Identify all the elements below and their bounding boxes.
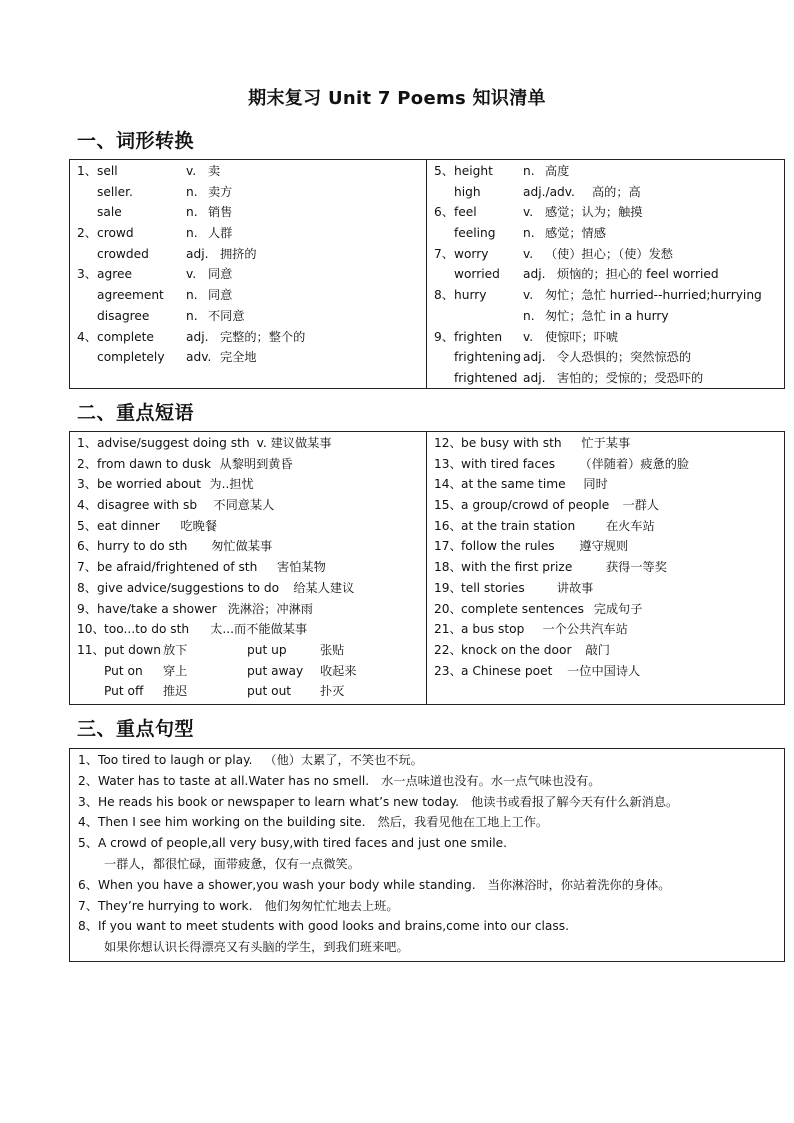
phrase-chinese: 一个公共汽车站 bbox=[542, 622, 628, 637]
part-of-speech: v. bbox=[186, 164, 197, 178]
word-form-row bbox=[70, 327, 426, 348]
sentence-line bbox=[70, 771, 784, 792]
phrase-english: at the same time bbox=[461, 477, 566, 492]
phrase-chinese: 洗淋浴；冲淋雨 bbox=[227, 601, 313, 616]
word: agreement bbox=[97, 288, 164, 303]
word: feeling bbox=[454, 226, 496, 241]
phrase-chinese: 穿上 bbox=[163, 663, 188, 678]
item-number: 14、 bbox=[434, 477, 462, 492]
sentence-text: 5、A crowd of people,all very busy,with tired faces and just one smile. bbox=[78, 836, 508, 851]
part-of-speech: n. bbox=[186, 226, 198, 241]
sentence-text: 4、Then I see him working on the building site. bbox=[78, 815, 366, 830]
meaning: 卖方 bbox=[208, 184, 233, 199]
meaning: （使）担心；（使）发愁 bbox=[545, 246, 673, 261]
phrase-row bbox=[427, 619, 784, 640]
sentence-line bbox=[70, 833, 784, 854]
meaning: 不同意 bbox=[208, 308, 245, 323]
phrase-chinese: 为..担忧 bbox=[209, 477, 254, 492]
phrase-chinese: 遵守规则 bbox=[579, 539, 629, 554]
phrase-english: be worried about bbox=[97, 477, 201, 492]
item-number: 20、 bbox=[434, 601, 462, 616]
meaning: 令人恐惧的；突然惊恐的 bbox=[557, 350, 692, 365]
word-form-row bbox=[427, 244, 784, 265]
item-number: 8、 bbox=[434, 288, 454, 303]
phrase-chinese: 给某人建议 bbox=[293, 580, 355, 595]
word: complete bbox=[97, 329, 154, 344]
meaning: 同意 bbox=[208, 267, 233, 282]
item-number: 18、 bbox=[434, 560, 462, 575]
phrase-english: tell stories bbox=[461, 580, 525, 595]
item-number: 6、 bbox=[77, 539, 97, 554]
phrase-english: have/take a shower bbox=[97, 601, 217, 616]
phrase-chinese: 同时 bbox=[583, 477, 608, 492]
phrase-row bbox=[427, 474, 784, 495]
key-phrases-left-column bbox=[70, 432, 427, 704]
meaning: 完整的；整个的 bbox=[220, 329, 306, 344]
sentence-line bbox=[70, 792, 784, 813]
phrase-english: give advice/suggestions to do bbox=[97, 580, 280, 595]
item-number: 8、 bbox=[77, 580, 97, 595]
item-number: 7、 bbox=[77, 560, 97, 575]
part-of-speech: n. bbox=[186, 205, 198, 220]
word-forms-right-column bbox=[427, 160, 784, 388]
part-of-speech: adj. bbox=[523, 350, 546, 365]
item-number: 1、 bbox=[77, 436, 97, 450]
phrase-english: too...to do sth bbox=[104, 622, 190, 637]
word-form-row bbox=[70, 285, 426, 306]
phrase-english: put down bbox=[104, 642, 161, 657]
word-form-row bbox=[427, 161, 784, 182]
phrase-english: be busy with sth bbox=[461, 436, 562, 450]
sentence-line bbox=[70, 896, 784, 917]
meaning: 卖 bbox=[208, 164, 221, 178]
phrase-chinese: 从黎明到黄昏 bbox=[219, 456, 293, 471]
phrase-chinese: 讲故事 bbox=[556, 580, 594, 595]
item-number: 2、 bbox=[77, 456, 97, 471]
word: agree bbox=[97, 267, 132, 282]
key-phrases-right-column bbox=[427, 432, 784, 704]
word: hurry bbox=[454, 288, 487, 303]
meaning: 害怕的；受惊的；受恐吓的 bbox=[557, 370, 704, 385]
part-of-speech: n. bbox=[186, 308, 198, 323]
word-form-row bbox=[70, 244, 426, 265]
phrase-row bbox=[427, 516, 784, 537]
word-form-row bbox=[427, 202, 784, 223]
item-number: 16、 bbox=[434, 518, 462, 533]
phrase-chinese: 推迟 bbox=[163, 684, 188, 699]
phrase-english: complete sentences bbox=[461, 601, 584, 616]
word: disagree bbox=[97, 308, 150, 323]
meaning: 感觉；情感 bbox=[545, 226, 606, 241]
sentence-translation: 他读书或看报了解今天有什么新消息。 bbox=[471, 794, 679, 809]
word: frightened bbox=[454, 370, 518, 385]
item-number: 22、 bbox=[434, 642, 462, 657]
phrase-row bbox=[427, 433, 784, 454]
phrase-english: follow the rules bbox=[461, 539, 555, 554]
word-form-row bbox=[70, 223, 426, 244]
item-number: 23、 bbox=[434, 663, 462, 678]
part-of-speech: v. bbox=[186, 267, 197, 282]
phrase-chinese: 忙于某事 bbox=[581, 436, 631, 450]
word: frightening bbox=[454, 350, 521, 365]
sentence-line bbox=[70, 854, 784, 875]
phrase-english: at the train station bbox=[461, 518, 576, 533]
sentence-translation: 水一点味道也没有。水一点气味也没有。 bbox=[381, 773, 601, 788]
phrase-row bbox=[70, 619, 426, 640]
part-of-speech: n. bbox=[523, 308, 535, 323]
phrase-chinese: 敲门 bbox=[585, 642, 610, 657]
word: high bbox=[454, 184, 481, 199]
phrase-chinese: 不同意某人 bbox=[213, 498, 275, 513]
phrase-row bbox=[70, 557, 426, 578]
part-of-speech: v. bbox=[523, 288, 534, 303]
word: crowded bbox=[97, 246, 149, 261]
meaning: 使惊吓；吓唬 bbox=[545, 329, 619, 344]
meaning: 匆忙；急忙 in a hurry bbox=[545, 308, 669, 323]
sentence-text: 1、Too tired to laugh or play. bbox=[78, 753, 253, 767]
phrase-english: from dawn to dusk bbox=[97, 456, 211, 471]
phrasal-verb-row bbox=[70, 681, 426, 702]
item-number: 19、 bbox=[434, 580, 462, 595]
item-number: 2、 bbox=[77, 226, 97, 241]
sentence-text: 6、When you have a shower,you wash your body while standing. bbox=[78, 877, 476, 892]
sentence-line bbox=[70, 875, 784, 896]
phrase-chinese: 一群人 bbox=[622, 498, 659, 513]
sentence-text: 8、If you want to meet students with good looks and brains,come into our class. bbox=[78, 919, 569, 934]
word-form-row bbox=[70, 182, 426, 203]
phrase-english: advise/suggest doing sth bbox=[97, 436, 250, 450]
word-form-row bbox=[70, 264, 426, 285]
meaning: 完全地 bbox=[220, 350, 257, 365]
sentence-text: 2、Water has to taste at all.Water has no smell. bbox=[78, 773, 370, 788]
phrase-row bbox=[427, 495, 784, 516]
phrase-row bbox=[427, 661, 784, 682]
part-of-speech: adj. bbox=[523, 370, 546, 385]
word: completely bbox=[97, 350, 165, 365]
item-number: 4、 bbox=[77, 498, 97, 513]
item-number: 3、 bbox=[77, 267, 97, 282]
word: feel bbox=[454, 205, 477, 220]
phrasal-verb-row bbox=[70, 661, 426, 682]
phrase-chinese: 获得一等奖 bbox=[606, 560, 667, 575]
item-number: 7、 bbox=[434, 246, 454, 261]
phrase-chinese: 害怕某物 bbox=[277, 560, 326, 575]
meaning: 匆忙；急忙 hurried--hurried;hurrying bbox=[545, 288, 762, 303]
word-form-row bbox=[70, 161, 426, 182]
phrase-english: a Chinese poet bbox=[461, 663, 553, 678]
page-title: 期末复习 Unit 7 Poems 知识清单 bbox=[248, 88, 546, 109]
phrase-english: knock on the door bbox=[461, 642, 572, 657]
word-form-row bbox=[427, 223, 784, 244]
sentence-text: 7、They’re hurrying to work. bbox=[78, 898, 253, 913]
phrase-row bbox=[70, 536, 426, 557]
item-number: 15、 bbox=[434, 498, 462, 513]
phrase-english: a bus stop bbox=[461, 622, 525, 637]
sentence-line bbox=[70, 916, 784, 937]
word: frighten bbox=[454, 329, 503, 344]
meaning: 销售 bbox=[208, 205, 233, 220]
word-form-row bbox=[70, 347, 426, 368]
phrase-chinese: 匆忙做某事 bbox=[211, 539, 273, 554]
phrase-row bbox=[70, 578, 426, 599]
phrase-english: hurry to do sth bbox=[97, 539, 188, 554]
phrase-chinese: 放下 bbox=[163, 642, 188, 657]
word: crowd bbox=[97, 226, 134, 241]
sentence-translation: 当你淋浴时，你站着洗你的身体。 bbox=[487, 877, 671, 892]
part-of-speech: n. bbox=[186, 184, 198, 199]
phrase-chinese: 吃晚餐 bbox=[180, 518, 218, 533]
section-heading-key-sentences: 三、重点句型 bbox=[77, 718, 195, 740]
word-form-row bbox=[70, 202, 426, 223]
phrase-row bbox=[70, 474, 426, 495]
sentence-line bbox=[70, 937, 784, 958]
section-heading-word-forms: 一、词形转换 bbox=[77, 130, 195, 152]
part-of-speech: v. bbox=[523, 205, 534, 220]
meaning: 感觉；认为；触摸 bbox=[545, 205, 643, 220]
item-number: 5、 bbox=[434, 164, 454, 178]
item-number: 4、 bbox=[77, 329, 97, 344]
sentence-translation: 然后，我看见他在工地上工作。 bbox=[377, 815, 549, 830]
word-form-row bbox=[427, 182, 784, 203]
word-form-row bbox=[427, 285, 784, 306]
part-of-speech: n. bbox=[523, 226, 535, 241]
part-of-speech: adv. bbox=[186, 350, 212, 365]
word-forms-left-column bbox=[70, 160, 427, 388]
phrase-english: put out bbox=[247, 684, 292, 699]
phrase-row bbox=[70, 599, 426, 620]
meaning: 人群 bbox=[208, 226, 233, 241]
word-form-row bbox=[70, 306, 426, 327]
item-number: 12、 bbox=[434, 436, 462, 450]
meaning: 高的；高 bbox=[592, 184, 641, 199]
phrase-chinese: （伴随着）疲惫的脸 bbox=[579, 456, 690, 471]
word: worried bbox=[454, 267, 500, 282]
phrase-english: put away bbox=[247, 663, 304, 678]
part-of-speech: v. bbox=[523, 246, 534, 261]
phrase-row bbox=[427, 599, 784, 620]
section-heading-key-phrases: 二、重点短语 bbox=[77, 402, 195, 424]
word: height bbox=[454, 164, 493, 178]
part-of-speech: n. bbox=[523, 164, 535, 178]
part-of-speech: adj./adv. bbox=[523, 184, 575, 199]
item-number: 9、 bbox=[434, 329, 454, 344]
word-form-row bbox=[427, 368, 784, 389]
sentence-text: 如果你想认识长得漂亮又有头脑的学生，到我们班来吧。 bbox=[104, 940, 409, 955]
word-form-row bbox=[427, 264, 784, 285]
item-number: 6、 bbox=[434, 205, 454, 220]
sentence-text: 3、He reads his book or newspaper to learn what’s new today. bbox=[78, 794, 460, 809]
word: sale bbox=[97, 205, 122, 220]
item-number: 9、 bbox=[77, 601, 97, 616]
meaning: 烦恼的；担心的 feel worried bbox=[557, 267, 719, 282]
phrase-row bbox=[70, 516, 426, 537]
word: sell bbox=[97, 164, 118, 178]
item-number: 5、 bbox=[77, 518, 97, 533]
phrase-row bbox=[427, 536, 784, 557]
part-of-speech: adj. bbox=[186, 246, 209, 261]
phrase-english: Put off bbox=[104, 684, 144, 699]
phrase-english: be afraid/frightened of sth bbox=[97, 560, 258, 575]
phrase-row bbox=[70, 454, 426, 475]
phrase-chinese: 一位中国诗人 bbox=[567, 663, 641, 678]
item-number: 13、 bbox=[434, 456, 462, 471]
phrase-english: Put on bbox=[104, 663, 143, 678]
word: worry bbox=[454, 246, 489, 261]
phrase-row bbox=[427, 640, 784, 661]
part-of-speech: v. bbox=[523, 329, 534, 344]
phrase-english: a group/crowd of people bbox=[461, 498, 610, 513]
meaning: 同意 bbox=[208, 288, 233, 303]
phrase-english: with the first prize bbox=[461, 560, 573, 575]
phrase-chinese: 完成句子 bbox=[593, 601, 643, 616]
phrase-english: with tired faces bbox=[461, 456, 556, 471]
phrasal-verb-row bbox=[70, 640, 426, 661]
word-forms-table bbox=[69, 159, 785, 389]
phrase-chinese: 张贴 bbox=[320, 642, 345, 657]
word-form-row bbox=[427, 306, 784, 327]
phrase-english: eat dinner bbox=[97, 518, 160, 533]
phrase-chinese: 在火车站 bbox=[606, 518, 655, 533]
item-number: 3、 bbox=[77, 477, 97, 492]
sentence-line bbox=[70, 750, 784, 771]
phrase-chinese: 太...而不能做某事 bbox=[210, 622, 308, 637]
phrase-row bbox=[70, 495, 426, 516]
phrase-english: put up bbox=[247, 642, 287, 657]
phrase-row bbox=[427, 557, 784, 578]
sentence-line bbox=[70, 812, 784, 833]
word-form-row bbox=[427, 347, 784, 368]
meaning: 拥挤的 bbox=[220, 246, 257, 261]
item-number: 11、 bbox=[77, 642, 105, 657]
phrase-row bbox=[427, 454, 784, 475]
item-number: 10、 bbox=[77, 622, 105, 637]
item-number: 1、 bbox=[77, 164, 97, 178]
key-sentences-box bbox=[69, 748, 785, 962]
word: seller. bbox=[97, 184, 133, 199]
item-number: 17、 bbox=[434, 539, 462, 554]
meaning: 高度 bbox=[545, 164, 570, 178]
sentence-text: 一群人，都很忙碌，面带疲惫，仅有一点微笑。 bbox=[104, 856, 360, 871]
part-of-speech: adj. bbox=[186, 329, 209, 344]
key-phrases-table bbox=[69, 431, 785, 705]
sentence-translation: 他们匆匆忙忙地去上班。 bbox=[264, 898, 399, 913]
phrase-english: disagree with sb bbox=[97, 498, 198, 513]
phrase-chinese: 收起来 bbox=[320, 663, 357, 678]
part-of-speech: n. bbox=[186, 288, 198, 303]
item-number: 21、 bbox=[434, 622, 462, 637]
phrase-row bbox=[70, 433, 426, 454]
word-form-row bbox=[427, 327, 784, 348]
phrase-chinese: 扑灭 bbox=[320, 684, 345, 699]
phrase-row bbox=[427, 578, 784, 599]
phrase-chinese: v. 建议做某事 bbox=[256, 436, 332, 450]
part-of-speech: adj. bbox=[523, 267, 546, 282]
sentence-translation: （他）太累了，不笑也不玩。 bbox=[264, 753, 423, 767]
